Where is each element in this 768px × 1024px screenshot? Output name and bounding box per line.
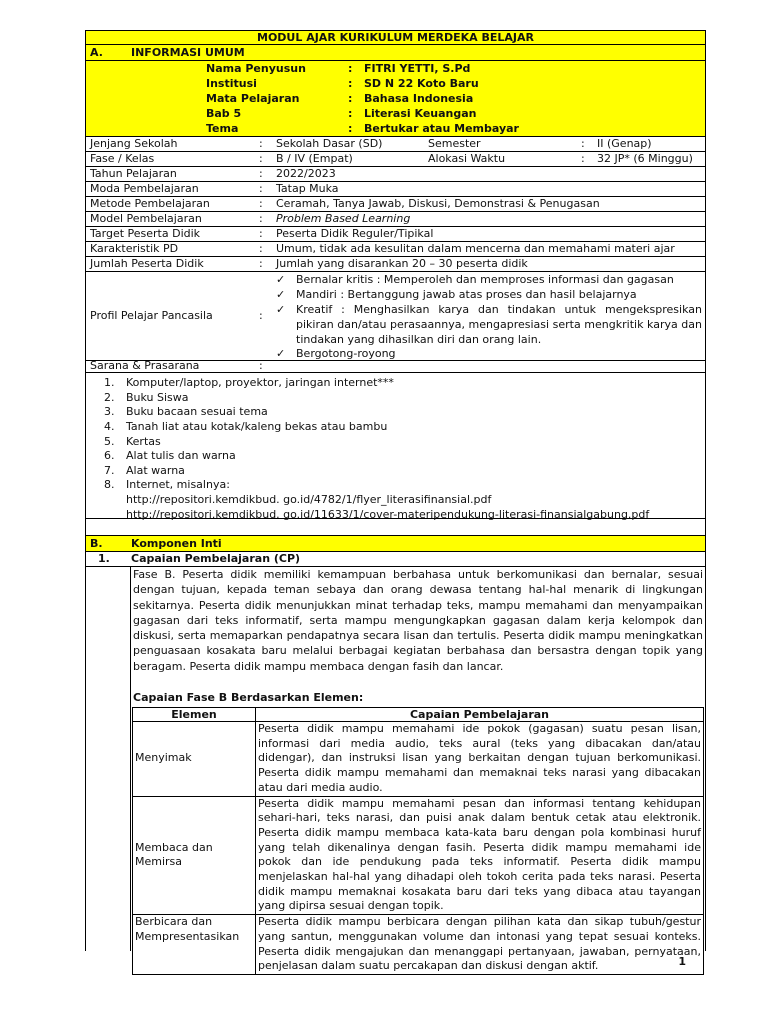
list-number: 8. (104, 478, 115, 491)
document-title-row (85, 30, 706, 45)
row-sarana (85, 361, 706, 373)
list-item: Komputer/laptop, proyektor, jaringan internet*** (126, 376, 394, 389)
list-item: Buku bacaan sesuai tema (126, 405, 268, 418)
row-label: Fase / Kelas (90, 152, 155, 165)
list-item: Internet, misalnya: (126, 478, 230, 491)
table-row (133, 915, 704, 975)
resource-link[interactable]: http://repositori.kemdikbud. go.id/4782/1/flyer_literasifinansial.pdf (126, 493, 492, 506)
section-b-label: Komponen Inti (131, 537, 222, 550)
info-colon: : (348, 107, 353, 120)
cp-body (85, 567, 706, 973)
section-a-number: A. (90, 46, 103, 59)
info-colon: : (348, 92, 353, 105)
info-value-bab: Literasi Keuangan (364, 107, 477, 120)
table-cell-capaian: Peserta didik mampu memahami ide pokok (gagasan) suatu pesan lisan, informasi dari media audio, teks aural (teks yang dibacakan dan/atau didengar), dan instruksi lisan yang berkaitan dengan tujuan berkomunikasi. Peserta didik mampu memahami dan memaknai teks narasi yang dibacakan atau dari media audio. (256, 722, 704, 797)
cp-title: Capaian Pembelajaran (CP) (131, 552, 301, 565)
row-label: Moda Pembelajaran (90, 182, 199, 195)
cp-paragraph: Fase B. Peserta didik memiliki kemampuan berbahasa untuk berkomunikasi dan bernalar, sesuai dengan tujuan, kepada teman sebaya dan orang dewasa tentang hal-hal menarik di lingkungan sekitarnya. Peserta didik menunjukkan minat terhadap teks, mampu memahami dan menyampaikan gagasan dari teks informatif, serta mampu mengungkapkan gagasan dalam kerja kelompok dan diskusi, serta memaparkan pendapatnya secara lisan dan tertulis. Peserta didik mampu meningkatkan penguasaan kosakata baru melalui berbagai kegiatan berbahasa dan bersastra dengan topik yang beragam. Peserta didik mampu membaca dengan fasih dan lancar. (133, 568, 703, 673)
checkmark-icon: ✓ (276, 288, 286, 301)
row-label: Jenjang Sekolah (90, 137, 178, 150)
row-label: Sarana & Prasarana (90, 359, 200, 372)
cp-subheading: Capaian Fase B Berdasarkan Elemen: (133, 691, 364, 704)
cp-element-table (132, 707, 704, 975)
table-header-capaian: Capaian Pembelajaran (256, 708, 704, 722)
profil-item: Bernalar kritis : Memperoleh dan memproses informasi dan gagasan (296, 273, 674, 286)
table-row (133, 722, 704, 797)
list-number: 3. (104, 405, 115, 418)
row-label: Model Pembelajaran (90, 212, 202, 225)
section-a-label: INFORMASI UMUM (131, 46, 245, 59)
row-value: B / IV (Empat) (276, 152, 353, 165)
resource-link[interactable]: http://repositori.kemdikbud. go.id/11633/1/cover-materipendukung-literasi-finansialgabung.pdf (126, 508, 650, 521)
row-colon: : (259, 309, 263, 322)
table-row (133, 796, 704, 915)
row-label-2: Semester (428, 137, 481, 150)
table-cell-elemen: Menyimak (133, 722, 256, 797)
info-colon: : (348, 122, 353, 135)
row-colon: : (259, 257, 263, 270)
row-label: Karakteristik PD (90, 242, 179, 255)
info-colon: : (348, 77, 353, 90)
list-item: Buku Siswa (126, 391, 189, 404)
row-jumlah (85, 257, 706, 272)
row-model (85, 212, 706, 227)
row-jenjang (85, 137, 706, 152)
row-label-2: Alokasi Waktu (428, 152, 506, 165)
row-profil (85, 272, 706, 361)
row-value: Problem Based Learning (276, 212, 411, 225)
page-number: 1 (678, 955, 686, 968)
list-item: Kertas (126, 435, 161, 448)
cp-header-row (85, 552, 706, 567)
row-label: Target Peserta Didik (90, 227, 201, 240)
info-label-mapel: Mata Pelajaran (206, 92, 300, 105)
info-label-institusi: Institusi (206, 77, 257, 90)
row-colon: : (259, 137, 263, 150)
table-cell-elemen: Berbicara dan Mempresentasikan (133, 915, 256, 975)
info-value-institusi: SD N 22 Koto Baru (364, 77, 479, 90)
row-colon: : (259, 152, 263, 165)
info-label-nama: Nama Penyusun (206, 62, 306, 75)
row-colon: : (259, 242, 263, 255)
profil-item: Kreatif : Menghasilkan karya dan tindakan untuk mengekspresikan pikiran dan/atau perasaannya, mengapresiasi serta mengkritik karya dan tindakan yang dihasilkan diri dan orang lain. (296, 303, 702, 346)
row-value-2: II (Genap) (597, 137, 652, 150)
row-fase (85, 152, 706, 167)
row-label: Profil Pelajar Pancasila (90, 309, 213, 322)
table-header-elemen: Elemen (133, 708, 256, 722)
list-number: 2. (104, 391, 115, 404)
row-value-2: 32 JP* (6 Minggu) (597, 152, 693, 165)
row-value: Sekolah Dasar (SD) (276, 137, 383, 150)
row-label: Jumlah Peserta Didik (90, 257, 204, 270)
row-moda (85, 182, 706, 197)
section-b-number: B. (90, 537, 103, 550)
row-tahun (85, 167, 706, 182)
row-colon: : (581, 137, 585, 150)
info-value-tema: Bertukar atau Membayar (364, 122, 519, 135)
profil-item: Bergotong-royong (296, 347, 396, 360)
list-number: 5. (104, 435, 115, 448)
info-colon: : (348, 62, 353, 75)
document-title: MODUL AJAR KURIKULUM MERDEKA BELAJAR (257, 31, 534, 44)
row-colon: : (259, 182, 263, 195)
row-value: Ceramah, Tanya Jawab, Diskusi, Demonstrasi & Penugasan (276, 197, 600, 210)
row-value: 2022/2023 (276, 167, 336, 180)
row-karakteristik (85, 242, 706, 257)
list-number: 4. (104, 420, 115, 433)
row-colon: : (259, 227, 263, 240)
info-label-tema: Tema (206, 122, 239, 135)
profil-item: Mandiri : Bertanggung jawab atas proses dan hasil belajarnya (296, 288, 637, 301)
row-label: Tahun Pelajaran (90, 167, 177, 180)
list-item: Alat tulis dan warna (126, 449, 236, 462)
info-value-nama: FITRI YETTI, S.Pd (364, 62, 471, 75)
sarana-list (85, 373, 706, 519)
row-colon: : (259, 197, 263, 210)
row-label: Metode Pembelajaran (90, 197, 210, 210)
info-label-bab: Bab 5 (206, 107, 242, 120)
row-value: Umum, tidak ada kesulitan dalam mencerna dan memahami materi ajar (276, 242, 675, 255)
row-colon: : (259, 359, 263, 372)
row-value: Jumlah yang disarankan 20 – 30 peserta didik (276, 257, 528, 270)
list-item: Alat warna (126, 464, 185, 477)
section-a-header (85, 45, 706, 61)
row-value: Tatap Muka (276, 182, 339, 195)
checkmark-icon: ✓ (276, 347, 286, 360)
cp-number: 1. (98, 552, 110, 565)
section-b-header (85, 536, 706, 552)
list-number: 7. (104, 464, 115, 477)
row-metode (85, 197, 706, 212)
header-info-block (85, 61, 706, 137)
row-colon: : (581, 152, 585, 165)
list-item: Tanah liat atau kotak/kaleng bekas atau bambu (126, 420, 388, 433)
row-value: Peserta Didik Reguler/Tipikal (276, 227, 434, 240)
table-cell-capaian: Peserta didik mampu memahami pesan dan informasi tentang kehidupan sehari-hari, teks narasi, dan puisi anak dalam bentuk cetak atau elektronik. Peserta didik mampu membaca kata-kata baru dengan pola kombinasi huruf yang telah dikenalinya dengan fasih. Peserta didik mampu memahami ide pokok dan ide pendukung pada teks informatif. Peserta didik mampu menjelaskan hal-hal yang dihadapi oleh tokoh cerita pada teks narasi. Peserta didik mampu memaknai kosakata baru dari teks yang dibaca atau tayangan yang dipirsa sesuai dengan topik. (256, 796, 704, 915)
spacer-row (85, 519, 706, 536)
list-number: 6. (104, 449, 115, 462)
checkmark-icon: ✓ (276, 273, 286, 286)
table-cell-elemen: Membaca dan Memirsa (133, 796, 256, 915)
cp-column-divider (130, 567, 131, 951)
row-target (85, 227, 706, 242)
row-colon: : (259, 167, 263, 180)
list-number: 1. (104, 376, 115, 389)
row-colon: : (259, 212, 263, 225)
checkmark-icon: ✓ (276, 303, 286, 316)
info-value-mapel: Bahasa Indonesia (364, 92, 474, 105)
table-cell-capaian: Peserta didik mampu berbicara dengan pilihan kata dan sikap tubuh/gestur yang santun, menggunakan volume dan intonasi yang tepat sesuai konteks. Peserta didik mengajukan dan menanggapi pertanyaan, jawaban, pernyataan, penjelasan dalam suatu percakapan dan diskusi dengan aktif. (256, 915, 704, 975)
